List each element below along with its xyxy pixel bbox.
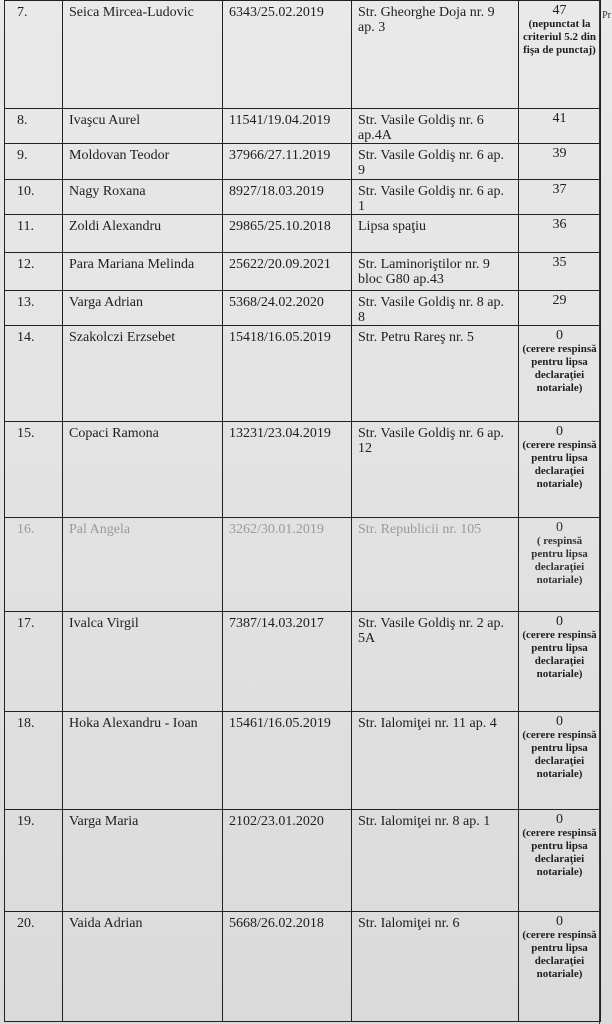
row-number: 18. bbox=[5, 712, 63, 810]
row-number: 14. bbox=[5, 326, 63, 422]
address: Str. Vasile Goldiş nr. 8 ap. 8 bbox=[352, 291, 519, 326]
score-cell bbox=[519, 109, 601, 144]
score-note: (cerere respinsă pentru lipsa declaraţiei notariale) bbox=[522, 343, 597, 394]
score: 0 bbox=[556, 614, 563, 629]
applicant-name: Nagy Roxana bbox=[63, 180, 223, 215]
applicants-table-body bbox=[5, 1, 601, 1022]
score: 41 bbox=[552, 111, 567, 126]
score-note: ( respinsă pentru lipsa declaraţiei notariale) bbox=[531, 535, 588, 586]
applicant-name: Ivalca Virgil bbox=[63, 612, 223, 712]
score: 0 bbox=[556, 714, 563, 729]
score-note: (cerere respinsă pentru lipsa declaraţiei notariale) bbox=[522, 629, 597, 680]
next-column-header-fragment: Pr bbox=[602, 10, 611, 21]
applicant-name: Varga Maria bbox=[63, 810, 223, 912]
score-note: (cerere respinsă pentru lipsa declaraţiei notariale) bbox=[522, 729, 597, 780]
applicant-name: Pal Angela bbox=[63, 518, 223, 612]
score-note: (cerere respinsă pentru lipsa declaraţiei notariale) bbox=[522, 439, 597, 490]
applicant-name: Moldovan Teodor bbox=[63, 144, 223, 180]
applicant-name: Ivaşcu Aurel bbox=[63, 109, 223, 144]
applicant-name: Szakolczi Erzsebet bbox=[63, 326, 223, 422]
address: Str. Ialomiţei nr. 8 ap. 1 bbox=[352, 810, 519, 912]
table-row bbox=[5, 144, 601, 180]
score-cell bbox=[519, 253, 601, 291]
score-cell bbox=[519, 144, 601, 180]
registration-number: 37966/27.11.2019 bbox=[223, 144, 352, 180]
score-cell bbox=[519, 180, 601, 215]
row-number: 10. bbox=[5, 180, 63, 215]
applicant-name: Seica Mircea-Ludovic bbox=[63, 1, 223, 109]
score-cell bbox=[519, 518, 601, 612]
score-cell bbox=[519, 1, 601, 109]
address: Str. Vasile Goldiş nr. 6 ap. 1 bbox=[352, 180, 519, 215]
score: 47 bbox=[552, 3, 567, 18]
row-number: 7. bbox=[5, 1, 63, 109]
address: Str. Vasile Goldiş nr. 6 ap. 9 bbox=[352, 144, 519, 180]
table-row bbox=[5, 712, 601, 810]
score: 0 bbox=[556, 520, 563, 535]
score-cell bbox=[519, 712, 601, 810]
applicant-name: Hoka Alexandru - Ioan bbox=[63, 712, 223, 810]
table-row bbox=[5, 612, 601, 712]
address: Str. Laminoriştilor nr. 9 bloc G80 ap.43 bbox=[352, 253, 519, 291]
registration-number: 3262/30.01.2019 bbox=[223, 518, 352, 612]
registration-number: 15461/16.05.2019 bbox=[223, 712, 352, 810]
table-row bbox=[5, 912, 601, 1022]
score: 39 bbox=[552, 146, 567, 161]
applicant-name: Para Mariana Melinda bbox=[63, 253, 223, 291]
score-note: (nepunctat la criteriul 5.2 din fişa de punctaj) bbox=[522, 18, 597, 56]
registration-number: 25622/20.09.2021 bbox=[223, 253, 352, 291]
score-cell bbox=[519, 912, 601, 1022]
table-row bbox=[5, 109, 601, 144]
applicants-table bbox=[4, 0, 601, 1022]
address: Str. Gheorghe Doja nr. 9 ap. 3 bbox=[352, 1, 519, 109]
score: 35 bbox=[552, 255, 567, 270]
registration-number: 2102/23.01.2020 bbox=[223, 810, 352, 912]
row-number: 12. bbox=[5, 253, 63, 291]
registration-number: 15418/16.05.2019 bbox=[223, 326, 352, 422]
address: Str. Petru Rareş nr. 5 bbox=[352, 326, 519, 422]
row-number: 15. bbox=[5, 422, 63, 518]
row-number: 20. bbox=[5, 912, 63, 1022]
registration-number: 6343/25.02.2019 bbox=[223, 1, 352, 109]
row-number: 17. bbox=[5, 612, 63, 712]
table-row bbox=[5, 1, 601, 109]
row-number: 8. bbox=[5, 109, 63, 144]
table-row bbox=[5, 253, 601, 291]
applicant-name: Varga Adrian bbox=[63, 291, 223, 326]
address: Str. Vasile Goldiş nr. 2 ap. 5A bbox=[352, 612, 519, 712]
applicant-name: Copaci Ramona bbox=[63, 422, 223, 518]
table-row bbox=[5, 215, 601, 253]
score-note: (cerere respinsă pentru lipsa declaraţiei notariale) bbox=[522, 929, 597, 980]
registration-number: 7387/14.03.2017 bbox=[223, 612, 352, 712]
row-number: 11. bbox=[5, 215, 63, 253]
address: Str. Vasile Goldiş nr. 6 ap.4A bbox=[352, 109, 519, 144]
score: 37 bbox=[552, 182, 567, 197]
table-row bbox=[5, 810, 601, 912]
registration-number: 29865/25.10.2018 bbox=[223, 215, 352, 253]
score: 29 bbox=[552, 293, 567, 308]
registration-number: 5368/24.02.2020 bbox=[223, 291, 352, 326]
score-cell bbox=[519, 810, 601, 912]
score-note: (cerere respinsă pentru lipsa declaraţiei notariale) bbox=[522, 827, 597, 878]
row-number: 13. bbox=[5, 291, 63, 326]
address: Str. Ialomiţei nr. 11 ap. 4 bbox=[352, 712, 519, 810]
table-row bbox=[5, 291, 601, 326]
row-number: 16. bbox=[5, 518, 63, 612]
registration-number: 11541/19.04.2019 bbox=[223, 109, 352, 144]
score-cell bbox=[519, 326, 601, 422]
address: Lipsa spaţiu bbox=[352, 215, 519, 253]
score: 0 bbox=[556, 328, 563, 343]
applicant-name: Zoldi Alexandru bbox=[63, 215, 223, 253]
score: 0 bbox=[556, 424, 563, 439]
score: 0 bbox=[556, 914, 563, 929]
address: Str. Republicii nr. 105 bbox=[352, 518, 519, 612]
score-cell bbox=[519, 291, 601, 326]
score: 0 bbox=[556, 812, 563, 827]
score-cell bbox=[519, 215, 601, 253]
table-row bbox=[5, 180, 601, 215]
score: 36 bbox=[552, 217, 567, 232]
score-cell bbox=[519, 612, 601, 712]
table-row bbox=[5, 326, 601, 422]
address: Str. Ialomiţei nr. 6 bbox=[352, 912, 519, 1022]
registration-number: 13231/23.04.2019 bbox=[223, 422, 352, 518]
registration-number: 5668/26.02.2018 bbox=[223, 912, 352, 1022]
address: Str. Vasile Goldiş nr. 6 ap. 12 bbox=[352, 422, 519, 518]
table-row bbox=[5, 422, 601, 518]
row-number: 9. bbox=[5, 144, 63, 180]
registration-number: 8927/18.03.2019 bbox=[223, 180, 352, 215]
applicant-name: Vaida Adrian bbox=[63, 912, 223, 1022]
table-row bbox=[5, 518, 601, 612]
score-cell bbox=[519, 422, 601, 518]
next-column-edge bbox=[599, 0, 612, 1024]
row-number: 19. bbox=[5, 810, 63, 912]
